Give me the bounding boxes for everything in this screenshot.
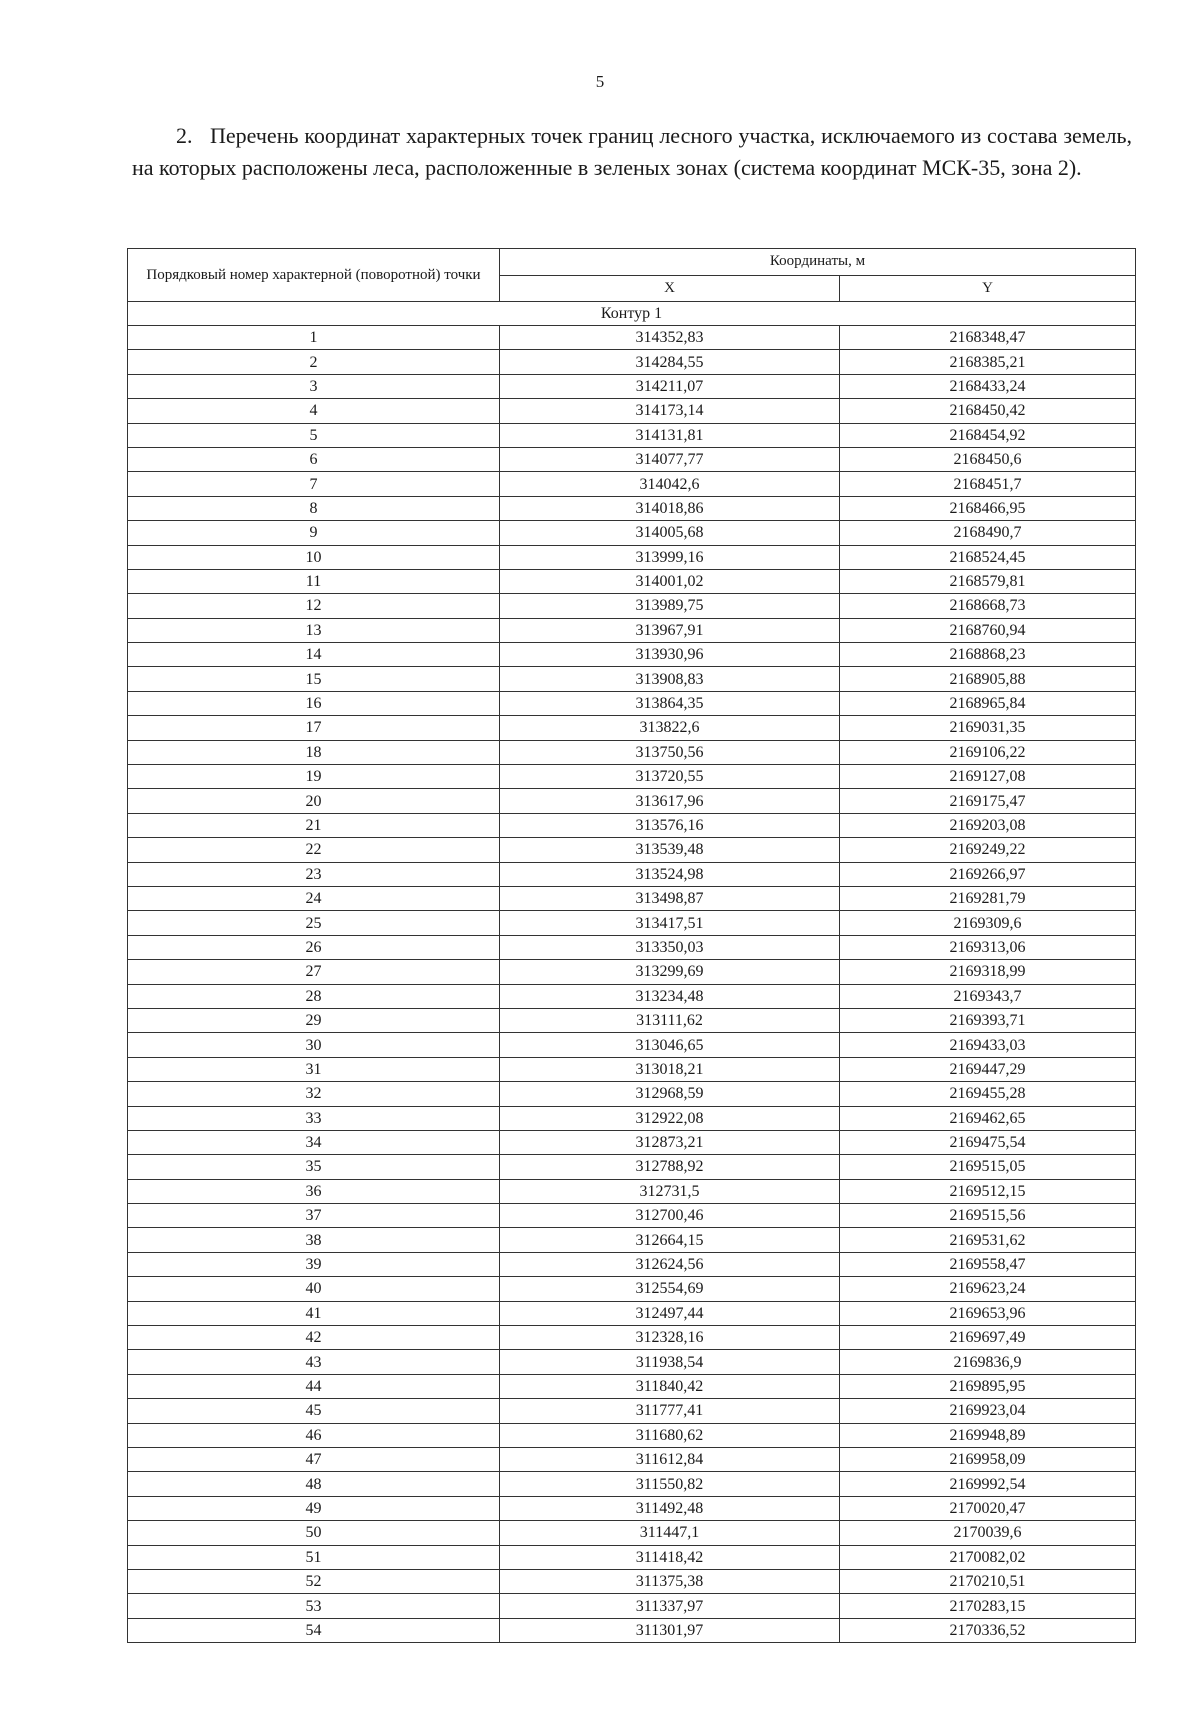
point-number-cell: 47 xyxy=(128,1447,500,1471)
table-row xyxy=(128,399,1136,423)
table-row xyxy=(128,813,1136,837)
table-row xyxy=(128,935,1136,959)
section-title: Перечень координат характерных точек границ лесного участка, исключаемого из состава земель, на которых расположены леса, расположенные в зеленых зонах (система координат МСК-35, зона 2). xyxy=(132,123,1132,180)
x-coordinate-cell: 314352,83 xyxy=(500,326,840,350)
table-row xyxy=(128,1008,1136,1032)
table-row xyxy=(128,643,1136,667)
point-number-cell: 29 xyxy=(128,1008,500,1032)
x-coordinate-cell: 313864,35 xyxy=(500,691,840,715)
y-coordinate-cell: 2168668,73 xyxy=(840,594,1136,618)
y-coordinate-cell: 2168348,47 xyxy=(840,326,1136,350)
x-coordinate-cell: 313617,96 xyxy=(500,789,840,813)
table-row xyxy=(128,1326,1136,1350)
y-coordinate-cell: 2169433,03 xyxy=(840,1033,1136,1057)
y-coordinate-cell: 2169558,47 xyxy=(840,1252,1136,1276)
x-coordinate-cell: 312328,16 xyxy=(500,1326,840,1350)
point-number-cell: 5 xyxy=(128,423,500,447)
y-coordinate-cell: 2168760,94 xyxy=(840,618,1136,642)
point-number-cell: 28 xyxy=(128,984,500,1008)
y-coordinate-cell: 2169475,54 xyxy=(840,1130,1136,1154)
header-y: Y xyxy=(840,275,1136,302)
point-number-cell: 34 xyxy=(128,1130,500,1154)
y-coordinate-cell: 2169512,15 xyxy=(840,1179,1136,1203)
table-row xyxy=(128,1057,1136,1081)
y-coordinate-cell: 2169515,56 xyxy=(840,1204,1136,1228)
y-coordinate-cell: 2169281,79 xyxy=(840,886,1136,910)
x-coordinate-cell: 314005,68 xyxy=(500,521,840,545)
y-coordinate-cell: 2169948,89 xyxy=(840,1423,1136,1447)
point-number-cell: 17 xyxy=(128,716,500,740)
point-number-cell: 3 xyxy=(128,374,500,398)
table-row xyxy=(128,1496,1136,1520)
x-coordinate-cell: 311840,42 xyxy=(500,1374,840,1398)
x-coordinate-cell: 311418,42 xyxy=(500,1545,840,1569)
table-row xyxy=(128,1472,1136,1496)
x-coordinate-cell: 311612,84 xyxy=(500,1447,840,1471)
x-coordinate-cell: 313234,48 xyxy=(500,984,840,1008)
y-coordinate-cell: 2169895,95 xyxy=(840,1374,1136,1398)
x-coordinate-cell: 314018,86 xyxy=(500,496,840,520)
coordinates-table xyxy=(127,248,1136,1643)
table-row xyxy=(128,374,1136,398)
x-coordinate-cell: 312554,69 xyxy=(500,1277,840,1301)
table-row xyxy=(128,691,1136,715)
point-number-cell: 1 xyxy=(128,326,500,350)
x-coordinate-cell: 313111,62 xyxy=(500,1008,840,1032)
y-coordinate-cell: 2169992,54 xyxy=(840,1472,1136,1496)
x-coordinate-cell: 313908,83 xyxy=(500,667,840,691)
y-coordinate-cell: 2169958,09 xyxy=(840,1447,1136,1471)
table-row xyxy=(128,1252,1136,1276)
x-coordinate-cell: 314284,55 xyxy=(500,350,840,374)
point-number-cell: 52 xyxy=(128,1569,500,1593)
point-number-cell: 30 xyxy=(128,1033,500,1057)
x-coordinate-cell: 312731,5 xyxy=(500,1179,840,1203)
table-row xyxy=(128,350,1136,374)
x-coordinate-cell: 314042,6 xyxy=(500,472,840,496)
y-coordinate-cell: 2169203,08 xyxy=(840,813,1136,837)
x-coordinate-cell: 312873,21 xyxy=(500,1130,840,1154)
point-number-cell: 13 xyxy=(128,618,500,642)
point-number-cell: 23 xyxy=(128,862,500,886)
point-number-cell: 7 xyxy=(128,472,500,496)
y-coordinate-cell: 2168579,81 xyxy=(840,569,1136,593)
x-coordinate-cell: 313498,87 xyxy=(500,886,840,910)
table-row xyxy=(128,545,1136,569)
table-row xyxy=(128,1082,1136,1106)
x-coordinate-cell: 311337,97 xyxy=(500,1594,840,1618)
table-row xyxy=(128,1301,1136,1325)
y-coordinate-cell: 2169313,06 xyxy=(840,935,1136,959)
point-number-cell: 4 xyxy=(128,399,500,423)
table-row xyxy=(128,716,1136,740)
y-coordinate-cell: 2168454,92 xyxy=(840,423,1136,447)
y-coordinate-cell: 2168905,88 xyxy=(840,667,1136,691)
point-number-cell: 14 xyxy=(128,643,500,667)
table-row xyxy=(128,496,1136,520)
table-row xyxy=(128,594,1136,618)
y-coordinate-cell: 2169343,7 xyxy=(840,984,1136,1008)
x-coordinate-cell: 312624,56 xyxy=(500,1252,840,1276)
table-row xyxy=(128,1033,1136,1057)
x-coordinate-cell: 313750,56 xyxy=(500,740,840,764)
x-coordinate-cell: 313299,69 xyxy=(500,960,840,984)
table-row xyxy=(128,1594,1136,1618)
table-row xyxy=(128,667,1136,691)
y-coordinate-cell: 2169653,96 xyxy=(840,1301,1136,1325)
y-coordinate-cell: 2168466,95 xyxy=(840,496,1136,520)
point-number-cell: 31 xyxy=(128,1057,500,1081)
point-number-cell: 40 xyxy=(128,1277,500,1301)
y-coordinate-cell: 2169447,29 xyxy=(840,1057,1136,1081)
point-number-cell: 8 xyxy=(128,496,500,520)
x-coordinate-cell: 313350,03 xyxy=(500,935,840,959)
x-coordinate-cell: 313417,51 xyxy=(500,911,840,935)
table-row xyxy=(128,1277,1136,1301)
table-row xyxy=(128,447,1136,471)
x-coordinate-cell: 311938,54 xyxy=(500,1350,840,1374)
point-number-cell: 10 xyxy=(128,545,500,569)
x-coordinate-cell: 313018,21 xyxy=(500,1057,840,1081)
x-coordinate-cell: 311680,62 xyxy=(500,1423,840,1447)
table-row xyxy=(128,1374,1136,1398)
y-coordinate-cell: 2169393,71 xyxy=(840,1008,1136,1032)
x-coordinate-cell: 313999,16 xyxy=(500,545,840,569)
x-coordinate-cell: 314077,77 xyxy=(500,447,840,471)
table-row xyxy=(128,1521,1136,1545)
table-row xyxy=(128,1399,1136,1423)
x-coordinate-cell: 313524,98 xyxy=(500,862,840,886)
y-coordinate-cell: 2168451,7 xyxy=(840,472,1136,496)
x-coordinate-cell: 311447,1 xyxy=(500,1521,840,1545)
table-row xyxy=(128,1447,1136,1471)
point-number-cell: 43 xyxy=(128,1350,500,1374)
y-coordinate-cell: 2169697,49 xyxy=(840,1326,1136,1350)
x-coordinate-cell: 313576,16 xyxy=(500,813,840,837)
y-coordinate-cell: 2169623,24 xyxy=(840,1277,1136,1301)
point-number-cell: 53 xyxy=(128,1594,500,1618)
point-number-cell: 9 xyxy=(128,521,500,545)
point-number-cell: 21 xyxy=(128,813,500,837)
table-row xyxy=(128,838,1136,862)
x-coordinate-cell: 313989,75 xyxy=(500,594,840,618)
y-coordinate-cell: 2170039,6 xyxy=(840,1521,1136,1545)
point-number-cell: 35 xyxy=(128,1155,500,1179)
y-coordinate-cell: 2169175,47 xyxy=(840,789,1136,813)
table-row xyxy=(128,472,1136,496)
table-row xyxy=(128,1155,1136,1179)
point-number-cell: 25 xyxy=(128,911,500,935)
point-number-cell: 44 xyxy=(128,1374,500,1398)
x-coordinate-cell: 313720,55 xyxy=(500,765,840,789)
y-coordinate-cell: 2168450,42 xyxy=(840,399,1136,423)
table-row xyxy=(128,569,1136,593)
x-coordinate-cell: 311777,41 xyxy=(500,1399,840,1423)
table-row xyxy=(128,1106,1136,1130)
point-number-cell: 24 xyxy=(128,886,500,910)
table-row xyxy=(128,521,1136,545)
y-coordinate-cell: 2170283,15 xyxy=(840,1594,1136,1618)
y-coordinate-cell: 2169531,62 xyxy=(840,1228,1136,1252)
x-coordinate-cell: 314173,14 xyxy=(500,399,840,423)
y-coordinate-cell: 2170336,52 xyxy=(840,1618,1136,1642)
y-coordinate-cell: 2169455,28 xyxy=(840,1082,1136,1106)
point-number-cell: 41 xyxy=(128,1301,500,1325)
point-number-cell: 54 xyxy=(128,1618,500,1642)
point-number-cell: 46 xyxy=(128,1423,500,1447)
section-number: 2. xyxy=(176,123,193,148)
header-point-number: Порядковый номер характерной (поворотной) точки xyxy=(128,249,500,302)
point-number-cell: 50 xyxy=(128,1521,500,1545)
y-coordinate-cell: 2169249,22 xyxy=(840,838,1136,862)
table-row xyxy=(128,326,1136,350)
page-number: 5 xyxy=(595,72,605,91)
point-number-cell: 51 xyxy=(128,1545,500,1569)
y-coordinate-cell: 2170020,47 xyxy=(840,1496,1136,1520)
x-coordinate-cell: 313822,6 xyxy=(500,716,840,740)
point-number-cell: 39 xyxy=(128,1252,500,1276)
x-coordinate-cell: 312788,92 xyxy=(500,1155,840,1179)
x-coordinate-cell: 311492,48 xyxy=(500,1496,840,1520)
table-row xyxy=(128,1179,1136,1203)
x-coordinate-cell: 311550,82 xyxy=(500,1472,840,1496)
point-number-cell: 2 xyxy=(128,350,500,374)
y-coordinate-cell: 2169031,35 xyxy=(840,716,1136,740)
x-coordinate-cell: 314001,02 xyxy=(500,569,840,593)
table-row xyxy=(128,911,1136,935)
table-row xyxy=(128,423,1136,447)
point-number-cell: 48 xyxy=(128,1472,500,1496)
y-coordinate-cell: 2170082,02 xyxy=(840,1545,1136,1569)
point-number-cell: 42 xyxy=(128,1326,500,1350)
table-row xyxy=(128,1350,1136,1374)
x-coordinate-cell: 311301,97 xyxy=(500,1618,840,1642)
y-coordinate-cell: 2169836,9 xyxy=(840,1350,1136,1374)
x-coordinate-cell: 312497,44 xyxy=(500,1301,840,1325)
x-coordinate-cell: 311375,38 xyxy=(500,1569,840,1593)
x-coordinate-cell: 312664,15 xyxy=(500,1228,840,1252)
table-row xyxy=(128,862,1136,886)
y-coordinate-cell: 2168385,21 xyxy=(840,350,1136,374)
y-coordinate-cell: 2169309,6 xyxy=(840,911,1136,935)
y-coordinate-cell: 2168965,84 xyxy=(840,691,1136,715)
point-number-cell: 49 xyxy=(128,1496,500,1520)
header-x: X xyxy=(500,275,840,302)
point-number-cell: 6 xyxy=(128,447,500,471)
point-number-cell: 27 xyxy=(128,960,500,984)
y-coordinate-cell: 2168450,6 xyxy=(840,447,1136,471)
y-coordinate-cell: 2169462,65 xyxy=(840,1106,1136,1130)
x-coordinate-cell: 312968,59 xyxy=(500,1082,840,1106)
x-coordinate-cell: 312922,08 xyxy=(500,1106,840,1130)
y-coordinate-cell: 2169515,05 xyxy=(840,1155,1136,1179)
table-row xyxy=(128,1545,1136,1569)
x-coordinate-cell: 313967,91 xyxy=(500,618,840,642)
point-number-cell: 18 xyxy=(128,740,500,764)
point-number-cell: 22 xyxy=(128,838,500,862)
table-row xyxy=(128,740,1136,764)
table-row xyxy=(128,789,1136,813)
table-row xyxy=(128,960,1136,984)
table-row xyxy=(128,1423,1136,1447)
y-coordinate-cell: 2170210,51 xyxy=(840,1569,1136,1593)
y-coordinate-cell: 2169923,04 xyxy=(840,1399,1136,1423)
table-row xyxy=(128,618,1136,642)
y-coordinate-cell: 2168433,24 xyxy=(840,374,1136,398)
point-number-cell: 45 xyxy=(128,1399,500,1423)
table-row xyxy=(128,1569,1136,1593)
point-number-cell: 12 xyxy=(128,594,500,618)
section-heading xyxy=(132,120,1132,184)
y-coordinate-cell: 2169106,22 xyxy=(840,740,1136,764)
point-number-cell: 20 xyxy=(128,789,500,813)
table-row xyxy=(128,984,1136,1008)
y-coordinate-cell: 2168524,45 xyxy=(840,545,1136,569)
point-number-cell: 36 xyxy=(128,1179,500,1203)
point-number-cell: 32 xyxy=(128,1082,500,1106)
x-coordinate-cell: 313539,48 xyxy=(500,838,840,862)
table-row xyxy=(128,1228,1136,1252)
table-row xyxy=(128,1130,1136,1154)
y-coordinate-cell: 2168868,23 xyxy=(840,643,1136,667)
table-row xyxy=(128,765,1136,789)
point-number-cell: 11 xyxy=(128,569,500,593)
point-number-cell: 37 xyxy=(128,1204,500,1228)
y-coordinate-cell: 2169266,97 xyxy=(840,862,1136,886)
point-number-cell: 38 xyxy=(128,1228,500,1252)
point-number-cell: 15 xyxy=(128,667,500,691)
x-coordinate-cell: 313046,65 xyxy=(500,1033,840,1057)
y-coordinate-cell: 2169318,99 xyxy=(840,960,1136,984)
x-coordinate-cell: 314211,07 xyxy=(500,374,840,398)
table-row xyxy=(128,886,1136,910)
y-coordinate-cell: 2169127,08 xyxy=(840,765,1136,789)
header-coordinates: Координаты, м xyxy=(500,249,1136,276)
table-row xyxy=(128,1204,1136,1228)
point-number-cell: 16 xyxy=(128,691,500,715)
x-coordinate-cell: 312700,46 xyxy=(500,1204,840,1228)
x-coordinate-cell: 314131,81 xyxy=(500,423,840,447)
contour-label: Контур 1 xyxy=(128,302,1136,326)
point-number-cell: 26 xyxy=(128,935,500,959)
point-number-cell: 19 xyxy=(128,765,500,789)
x-coordinate-cell: 313930,96 xyxy=(500,643,840,667)
point-number-cell: 33 xyxy=(128,1106,500,1130)
y-coordinate-cell: 2168490,7 xyxy=(840,521,1136,545)
table-row xyxy=(128,1618,1136,1642)
